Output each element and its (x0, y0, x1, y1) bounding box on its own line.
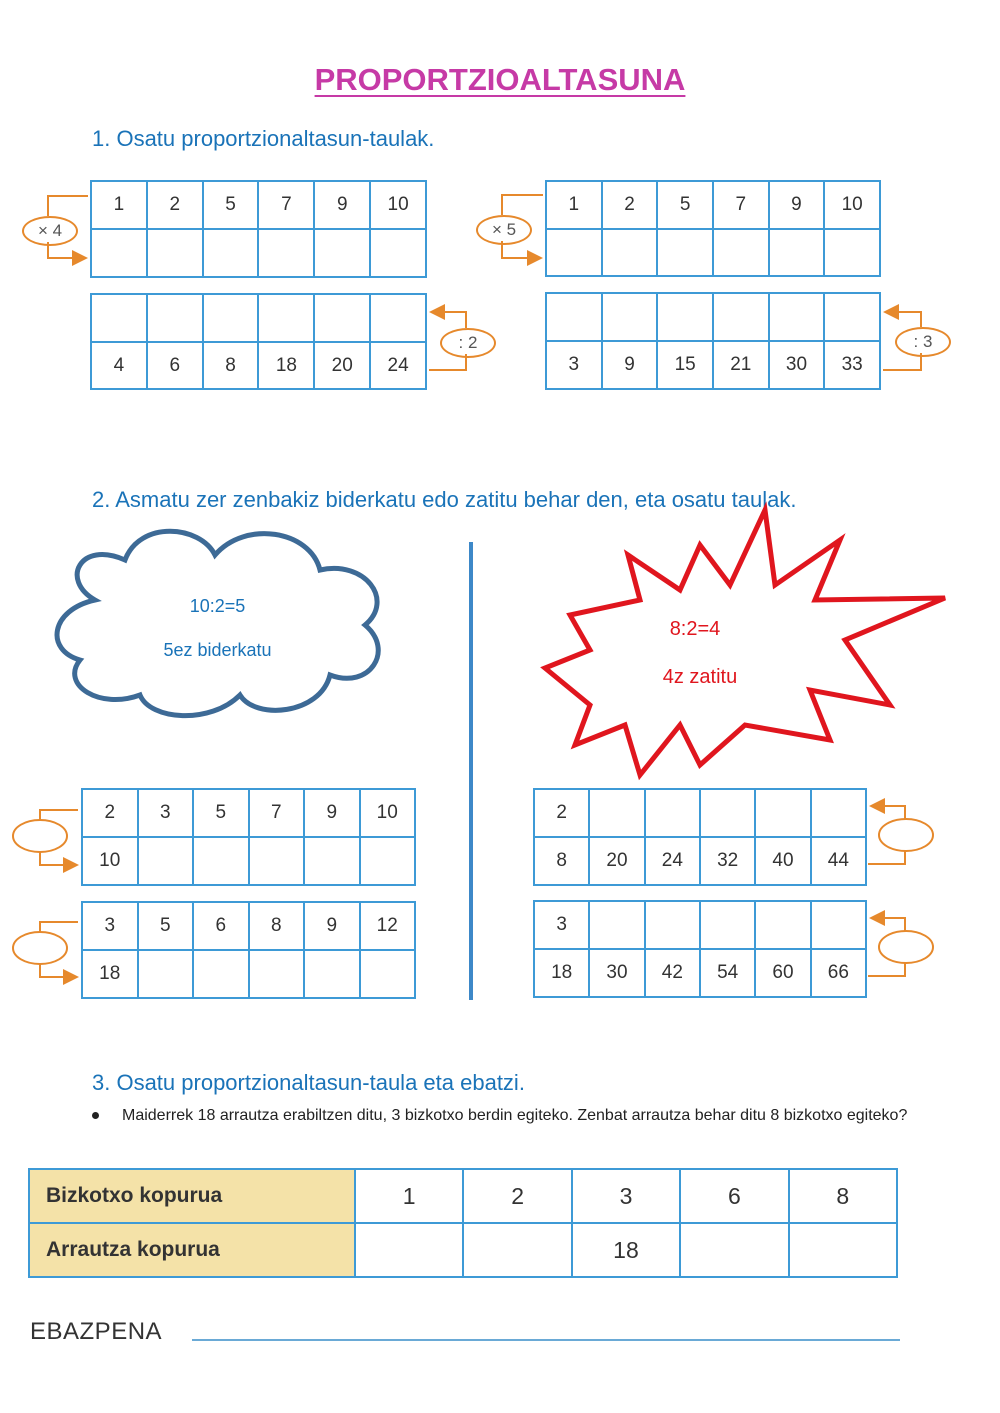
empty-operator-bubble (879, 819, 933, 851)
cell: 10 (824, 181, 880, 229)
cell: 24 (370, 342, 426, 389)
answer-cell[interactable] (193, 837, 249, 885)
answer-cell[interactable] (589, 901, 644, 949)
cell: 18 (534, 949, 589, 997)
arrow-div3 (883, 312, 921, 370)
cell: 6 (193, 902, 249, 950)
cell: 8 (203, 342, 259, 389)
answer-cell[interactable] (360, 950, 416, 998)
cell: 9 (602, 341, 658, 389)
cell: 1 (91, 181, 147, 229)
cloud-line1: 10:2=5 (189, 596, 246, 616)
answer-cell[interactable] (811, 901, 866, 949)
operator-bubble: : 3 (895, 327, 951, 357)
bullet-icon (92, 1112, 99, 1119)
star-line1: 8:2=4 (669, 618, 721, 640)
cell: 3 (546, 341, 602, 389)
cell: 3 (572, 1169, 680, 1223)
cell: 5 (657, 181, 713, 229)
answer-cell[interactable] (304, 950, 360, 998)
table-left-1 (81, 788, 416, 886)
answer-cell[interactable] (304, 837, 360, 885)
answer-cell[interactable] (249, 950, 305, 998)
cell: 5 (193, 789, 249, 837)
cell: 2 (147, 181, 203, 229)
answer-cell[interactable] (811, 789, 866, 837)
cell: 8 (249, 902, 305, 950)
cell: 2 (534, 789, 589, 837)
cell: 7 (258, 181, 314, 229)
cell: 44 (811, 837, 866, 885)
cell: 18 (82, 950, 138, 998)
cell: 6 (147, 342, 203, 389)
cell: 8 (534, 837, 589, 885)
arrow-div2 (429, 312, 466, 370)
cell: 18 (258, 342, 314, 389)
cell: 9 (769, 181, 825, 229)
cell: 60 (755, 949, 810, 997)
star-shape (545, 510, 945, 775)
answer-cell[interactable] (463, 1223, 571, 1277)
cell: 9 (304, 789, 360, 837)
cell: 7 (249, 789, 305, 837)
cell: 5 (138, 902, 194, 950)
cell: 9 (314, 181, 370, 229)
cell: 10 (360, 789, 416, 837)
answer-cell[interactable] (138, 950, 194, 998)
operator-bubble: × 5 (476, 215, 532, 245)
cell: 2 (82, 789, 138, 837)
cell: 40 (755, 837, 810, 885)
cell: 4 (91, 342, 147, 389)
cell: 54 (700, 949, 755, 997)
cloud-shape (57, 531, 378, 715)
answer-cell[interactable] (755, 901, 810, 949)
cell: 9 (304, 902, 360, 950)
cell: 21 (713, 341, 769, 389)
answer-cell[interactable] (193, 950, 249, 998)
cell: 66 (811, 949, 866, 997)
empty-operator-bubble (13, 932, 67, 964)
arrow-x5 (502, 195, 543, 258)
cell: 1 (546, 181, 602, 229)
row-label: Arrautza kopurua (29, 1223, 355, 1277)
cell: 20 (314, 342, 370, 389)
cell: 3 (82, 902, 138, 950)
cell: 12 (360, 902, 416, 950)
answer-cell[interactable] (789, 1223, 897, 1277)
answer-cell[interactable] (700, 789, 755, 837)
star-line2: 4z zatitu (662, 666, 738, 688)
table-right-1 (533, 788, 867, 886)
egg-table (28, 1168, 898, 1278)
table-right-2 (533, 900, 867, 998)
answer-cell[interactable] (645, 789, 700, 837)
answer-cell[interactable] (755, 789, 810, 837)
answer-cell[interactable] (138, 837, 194, 885)
cell: 24 (645, 837, 700, 885)
answer-cell[interactable] (680, 1223, 788, 1277)
cell: 2 (463, 1169, 571, 1223)
answer-cell[interactable] (249, 837, 305, 885)
cell: 3 (138, 789, 194, 837)
cell: 20 (589, 837, 644, 885)
cell: 10 (82, 837, 138, 885)
cell: 1 (355, 1169, 463, 1223)
cell: 3 (534, 901, 589, 949)
cell: 2 (602, 181, 658, 229)
cell: 7 (713, 181, 769, 229)
answer-cell[interactable] (645, 901, 700, 949)
page-title: PROPORTZIOALTASUNA (314, 62, 686, 97)
answer-cell[interactable] (589, 789, 644, 837)
cell: 32 (700, 837, 755, 885)
cell: 8 (789, 1169, 897, 1223)
cell: 5 (203, 181, 259, 229)
cell: 30 (769, 341, 825, 389)
answer-cell[interactable] (360, 837, 416, 885)
answer-label: EBAZPENA (30, 1318, 163, 1345)
operator-bubble: × 4 (22, 216, 78, 246)
cell: 30 (589, 949, 644, 997)
table-left-2 (81, 901, 416, 999)
cell: 10 (370, 181, 426, 229)
empty-operator-bubble (13, 820, 67, 852)
answer-cell[interactable] (355, 1223, 463, 1277)
answer-line[interactable] (192, 1339, 900, 1341)
section2-heading: 2. Asmatu zer zenbakiz biderkatu edo zatitu behar den, eta osatu taulak. (92, 487, 797, 512)
cell: 33 (824, 341, 880, 389)
arrow-x4 (48, 196, 88, 258)
empty-operator-bubble (879, 931, 933, 963)
operator-bubble: : 2 (440, 328, 496, 358)
section3-heading: 3. Osatu proportzionaltasun-taula eta ebatzi. (92, 1070, 525, 1095)
cell: 15 (657, 341, 713, 389)
row-label: Bizkotxo kopurua (29, 1169, 355, 1223)
cell: 42 (645, 949, 700, 997)
answer-cell[interactable] (700, 901, 755, 949)
cell: 18 (572, 1223, 680, 1277)
section1-heading: 1. Osatu proportzionaltasun-taulak. (92, 126, 435, 151)
problem-text: Maiderrek 18 arrautza erabiltzen ditu, 3 bizkotxo berdin egiteko. Zenbat arrautza behar ditu 8 bizkotxo egiteko? (122, 1107, 908, 1124)
cell: 6 (680, 1169, 788, 1223)
cloud-line2: 5ez biderkatu (163, 640, 272, 660)
